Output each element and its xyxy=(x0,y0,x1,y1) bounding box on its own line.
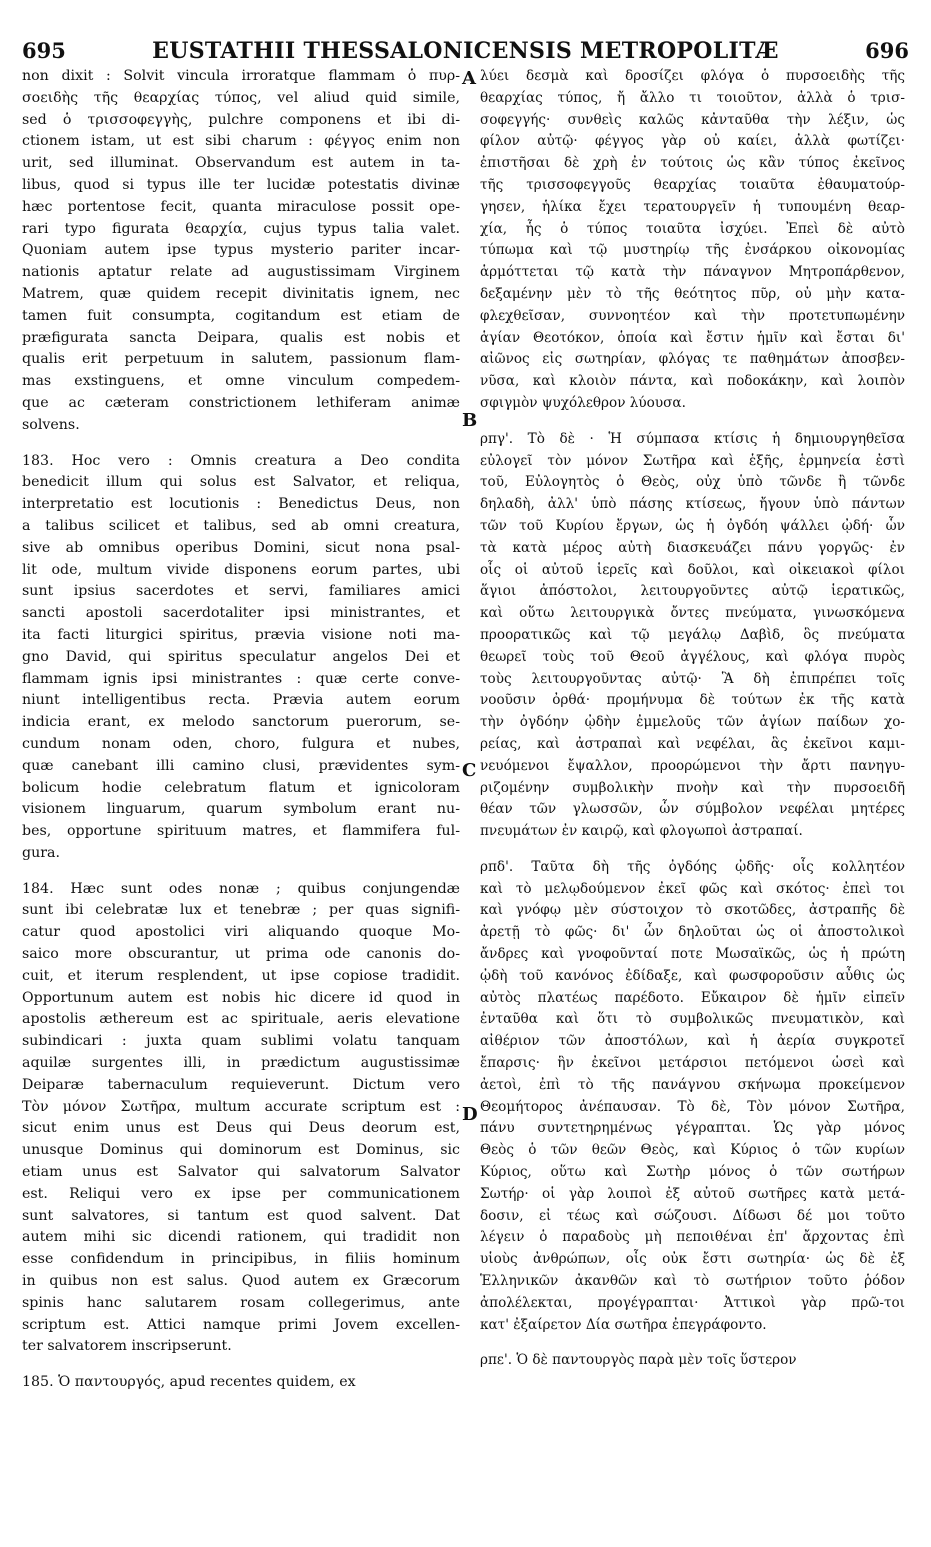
text-line: χία, ἧς ὁ τύπος τοιαῦτα ἰσχύει. Ἐπεὶ δὲ αὐτὸ xyxy=(480,220,905,237)
greek-paragraph xyxy=(480,429,905,843)
text-line: sunt salvatores, si tantum est quod salvent. Dat xyxy=(22,1207,460,1224)
text-line: nationis aptatur relate ad augustissimam Virginem xyxy=(22,264,460,281)
text-line: Σωτήρ· οἱ γὰρ λοιποὶ ἐξ αὐτοῦ σωτῆρες κατὰ μετά- xyxy=(480,1185,905,1202)
text-line: Θεὸς ὁ τῶν θεῶν Θεὸς, καὶ Κύριος ὁ τῶν κυρίων xyxy=(480,1142,905,1159)
text-line: δεξαμένην μὲν τὸ τῆς θεότητος πῦρ, οὐ μὴν κατα- xyxy=(480,285,905,302)
text-line: interpretatio est locutionis : Benedictus Deus, non xyxy=(22,496,460,513)
margin-marker-b: B xyxy=(462,410,478,431)
text-line: saico more obscurantur, ut prima ode canonis do- xyxy=(22,946,460,963)
text-line: κατ' ἐξαίρετον Δία σωτῆρα ἐπεγράφοντο. xyxy=(480,1316,767,1333)
text-line: ρείας, καὶ ἀστραπαὶ καὶ νεφέλαι, ἃς ἐκεῖνοι καμι- xyxy=(480,735,905,752)
left-page-number: 695 xyxy=(22,38,66,63)
text-line: spinis hanc salutarem rosam collegerimus, ante xyxy=(22,1294,460,1311)
paragraph-gap xyxy=(480,415,905,429)
text-line: ἁγίαν Θεοτόκον, ὁποία καὶ ἔστιν ἡμῖν καὶ ἔσται δι' xyxy=(480,329,905,346)
text-line: flammam ignis ipsi ministrantes : quæ certe conve- xyxy=(22,670,460,687)
text-line: Τὸν μόνον Σωτῆρα, multum accurate scriptum est : xyxy=(22,1098,460,1115)
text-line: libus, quod si typus ille ter lucidæ potestatis divinæ xyxy=(22,176,460,193)
text-line: λέγειν ὁ παραδοὺς μὴ πεποιθέναι ἐπ' ἄρχοντας ἐπὶ xyxy=(480,1229,905,1246)
text-line: niunt intelligentibus recta. Prævia autem eorum xyxy=(22,692,460,709)
text-line: ἀρετῇ τὸ φῶς· δι' ὧν δηλοῦται ὡς οἱ ἀποστολικοὶ xyxy=(480,924,905,941)
text-line: 183. Hoc vero : Omnis creatura a Deo condita xyxy=(22,452,460,469)
text-line: δοσιν, εἰ τέως καὶ σώζουσι. Δίδωσι δέ μοι τοῦτο xyxy=(480,1207,905,1224)
text-line: etiam unus est Salvator qui salvatorum Salvator xyxy=(22,1164,460,1181)
text-line: ter salvatorem inscripserunt. xyxy=(22,1338,232,1355)
text-line: ρπδ'. Ταῦτα δὴ τῆς ὀγδόης ᾠδῆς· οἷς κολλητέον xyxy=(480,858,905,875)
text-line: gno David, qui spiritus speculatur angelos Dei et xyxy=(22,648,460,665)
text-line: cundum nonam oden, choro, fulgura et nubes, xyxy=(22,735,460,752)
text-line: σφιγμὸν ψυχόλεθρον λύουσα. xyxy=(480,394,686,411)
latin-paragraph xyxy=(22,1372,460,1394)
margin-marker-d: D xyxy=(462,1104,478,1125)
text-line: θεωρεῖ τοὺς τοῦ Θεοῦ ἀγγέλους, καὶ φλόγα πυρὸς xyxy=(480,648,905,665)
text-line: λύει δεσμὰ καὶ δροσίζει φλόγα ὁ πυρσοειδὴς τῆς xyxy=(480,68,905,84)
text-line: Ἑλληνικῶν ἀκανθῶν καὶ τὸ σωτήριον τοῦτο ῥόδον xyxy=(480,1273,905,1290)
text-line: θέαν τῶν γλωσσῶν, ὧν σύμβολον νεφέλαι μητέρες xyxy=(480,801,905,818)
text-line: δηλαδὴ, ἀλλ' ὑπὸ πάσης κτίσεως, ἤγουν ὑπὸ πάντων xyxy=(480,496,905,513)
text-line: non dixit : Solvit vincula irroratque flammam ὁ πυρ- xyxy=(22,68,460,84)
text-line: qualis erit perpetuum in salutem, passionum flam- xyxy=(22,351,460,368)
text-line: σοειδὴς τῆς θεαρχίας τύπος, vel aliud quid simile, xyxy=(22,89,460,106)
text-line: Deiparæ tabernaculum requieverunt. Dictum vero xyxy=(22,1076,460,1093)
text-line: Κύριος, οὕτω καὶ Σωτὴρ μόνος ὁ τῶν σωτήρων xyxy=(480,1164,905,1181)
text-line: in quibus non est salus. Quod autem ex Græcorum xyxy=(22,1273,460,1290)
text-line: ρπε'. Ὁ δὲ παντουργὸς παρὰ μὲν τοῖς ὕστερον xyxy=(480,1352,797,1369)
text-line: ἀετοὶ, ἐπὶ τὸ τῆς πανάγνου σκήνωμα προκείμενον xyxy=(480,1076,905,1093)
text-line: 185. Ὁ παντουργός, apud recentes quidem, ex xyxy=(22,1374,356,1391)
right-page-number: 696 xyxy=(865,38,909,63)
text-line: solvens. xyxy=(22,416,80,433)
paragraph-gap xyxy=(22,865,460,879)
text-line: sunt ibi celebratæ lux et tenebræ ; per quas signifi- xyxy=(22,902,460,919)
greek-paragraph xyxy=(480,66,905,415)
text-line: αὐτὸς πλατέως παρέδοτο. Εὔκαιρον δὲ ἡμῖν εἰπεῖν xyxy=(480,989,905,1006)
text-line: θεαρχίας τύπος, ἤ ἄλλο τι τοιοῦτον, ἀλλὰ ὁ τρισ- xyxy=(480,89,905,106)
margin-marker-a: A xyxy=(462,68,476,89)
text-line: mas exstinguens, et omne vinculum compedem- xyxy=(22,373,460,390)
text-line: que ac cæteram constrictionem lethiferam animæ xyxy=(22,394,460,411)
text-line: ριζομένην συμβολικὴν πνοὴν καὶ τὴν πυρσοειδῆ xyxy=(480,779,905,796)
text-line: ἐνταῦθα καὶ ὅτι τὸ συμβολικῶς πνευματικὸν, καὶ xyxy=(480,1011,905,1028)
text-line: unusque Dominus qui dominorum est Dominus, sic xyxy=(22,1142,460,1159)
text-line: τὴν ὀγδόην ᾠδὴν ἐμμελοῦς τῶν ἁγίων παίδων χο- xyxy=(480,714,905,731)
text-line: tamen fuit consumpta, cogitandum est etiam de xyxy=(22,307,460,324)
text-line: est. Reliqui vero ex ipse per communicationem xyxy=(22,1185,460,1202)
text-line: υἱοὺς ἀνθρώπων, οἷς οὐκ ἔστι σωτηρία· ὡς δὲ ἐξ xyxy=(480,1251,905,1268)
text-line: ἔπαρσις· ἣν ἐκεῖνοι μετάρσιοι πετόμενοι ὡσεὶ καὶ xyxy=(480,1055,905,1072)
text-line: sed ὁ τρισσοφεγγὴς, pulchre componens et ibi di- xyxy=(22,111,460,128)
text-line: νευόμενοι ἔψαλλον, προορώμενοι τὴν ἄρτι πανηγυ- xyxy=(480,757,905,774)
text-line: præfigurata sancta Deipara, qualis est nobis et xyxy=(22,329,460,346)
text-line: τοὺς λειτουργοῦντας αὐτῷ· Ἃ δὴ ἐπιπρέπει τοῖς xyxy=(480,670,905,687)
text-line: σοφεγγής· συνθεὶς καλῶς κἀνταῦθα τὴν λέξιν, ὡς xyxy=(480,111,905,128)
text-line: sunt ipsius sacerdotes et servi, familiares amici xyxy=(22,583,460,600)
running-title: EUSTATHII THESSALONICENSIS METROPOLITÆ xyxy=(152,38,779,64)
text-line: καὶ οὕτω λειτουργικὰ ὄντες πνεύματα, γινωσκόμενα xyxy=(480,605,905,622)
text-line: indicia erant, ex melodo sanctorum puerorum, se- xyxy=(22,714,460,731)
text-line: visionem linguarum, quarum symbolum erant nu- xyxy=(22,801,460,818)
text-line: καὶ τὸ μελῳδούμενον ἐκεῖ φῶς καὶ σκότος· ἐπεὶ τοι xyxy=(480,880,905,897)
text-line: quæ canebant illi camino clusi, prævidentes sym- xyxy=(22,757,460,774)
greek-paragraph xyxy=(480,1350,905,1372)
text-line: αἰῶνος εἰς σωτηρίαν, φλόγας τε παθημάτων ἀποσβεν- xyxy=(480,351,905,368)
text-line: τῆς τρισσοφεγγοῦς θεαρχίας τοιαῦτα ἐθαυματούρ- xyxy=(480,176,905,193)
text-line: φίλον αὐτῷ· φέγγος γὰρ οὐ καίει, ἀλλὰ φωτίζει· xyxy=(480,133,905,150)
text-line: Θεομήτορος ἀνέπαυσαν. Τὸ δὲ, Τὸν μόνον Σωτῆρα, xyxy=(480,1098,905,1115)
text-line: προορατικῶς καὶ τῷ μεγάλῳ Δαβὶδ, ὃς πνεύματα xyxy=(480,626,905,643)
text-line: bes, opportune spirituum matres, et flammifera ful- xyxy=(22,823,460,840)
text-line: sicut enim unus est Deus qui Deus deorum est, xyxy=(22,1120,460,1137)
paragraph-gap xyxy=(480,1336,905,1350)
text-line: hæc portentose fecit, quanta miraculose possit ope- xyxy=(22,198,460,215)
text-line: a talibus scilicet et talibus, sed ab omni creatura, xyxy=(22,517,460,534)
text-line: Opportunum autem est nobis hic dicere id quod in xyxy=(22,989,460,1006)
text-line: Quoniam autem ipse typus mysterio pariter incar- xyxy=(22,242,460,259)
text-line: Matrem, quæ quidem recepit divinitatis ignem, nec xyxy=(22,285,460,302)
text-line: γησεν, ἡλίκα ἔχει τερατουργεῖν ἡ τυπουμένη θεαρ- xyxy=(480,198,905,215)
text-line: πνευμάτων ἐν καιρῷ, καὶ φλογωποὶ ἀστραπαί. xyxy=(480,823,803,840)
latin-paragraph xyxy=(22,879,460,1359)
text-line: ρπγ'. Τὸ δὲ · Ἡ σύμπασα κτίσις ἡ δημιουργηθεῖσα xyxy=(480,430,905,447)
text-line: subindicari : juxta quam sublimi volatu tanquam xyxy=(22,1033,460,1050)
text-line: 184. Hæc sunt odes nonæ ; quibus conjungendæ xyxy=(22,880,460,897)
text-line: αἰθέριον τῶν ἀποστόλων, καὶ ἡ ἀερία συγκροτεῖ xyxy=(480,1033,905,1050)
text-line: πάνυ συντετηρημένως γέγραπται. Ὡς γὰρ μόνος xyxy=(480,1120,905,1137)
text-line: νοοῦσιν ὀρθά· προμήνυμα δὲ τούτων ἐκ τῆς κατὰ xyxy=(480,692,905,709)
text-line: gura. xyxy=(22,844,60,861)
text-line: ctionem istam, ut est sibi charum : φέγγος enim non xyxy=(22,133,460,150)
paragraph-gap xyxy=(22,1358,460,1372)
text-line: τὰ κατὰ μέρος αὐτὴ διασκευάζει πάνυ γοργῶς· ἐν xyxy=(480,539,905,556)
text-line: τύπωμα καὶ τῷ μυστηρίῳ τῆς ἐνσάρκου οἰκονομίας xyxy=(480,242,905,259)
text-line: οἷς οἱ αὐτοῦ ἱερεῖς καὶ δοῦλοι, καὶ οἰκειακοὶ φίλοι xyxy=(480,561,905,578)
text-line: autem mihi sic dicendi rationem, qui tradidit non xyxy=(22,1229,460,1246)
text-line: ἐπιστῆσαι δὲ χρὴ ἐν τούτοις ὡς κἂν τύπος ἐκεῖνος xyxy=(480,155,905,172)
latin-column xyxy=(22,66,460,1394)
text-line: esse confidendum in principibus, in filiis hominum xyxy=(22,1251,460,1268)
text-line: sive ab omnibus operibus Domini, sicut nona psal- xyxy=(22,539,460,556)
text-line: ἄνδρες καὶ γνοφοῦνταί ποτε Μωσαϊκῶς, ὡς ἡ πρώτη xyxy=(480,946,905,963)
text-line: bolicum hodie celebratum flatum et ignicoloram xyxy=(22,779,460,796)
text-line: sancti apostoli sacerdotaliter ipsi ministrantes, et xyxy=(22,605,460,622)
text-line: apostolis æthereum est ac spirituale, aeris elevatione xyxy=(22,1011,460,1028)
text-line: ἁρμόττεται τῷ κατὰ τὴν πάναγνον Μητροπάρθενον, xyxy=(480,264,905,281)
text-line: καὶ γνόφῳ μὲν σύστοιχον τὸ σκοτῶδες, ἀστραπῆς δὲ xyxy=(480,902,905,919)
text-line: εὐλογεῖ τὸν μόνον Σωτῆρα καὶ ἑξῆς, ἑρμηνεία ἐστὶ xyxy=(480,452,905,469)
latin-paragraph xyxy=(22,451,460,865)
text-line: catur quod apostolici viri aliquando quoque Mo- xyxy=(22,924,460,941)
paragraph-gap xyxy=(480,843,905,857)
text-line: νῦσα, καὶ κλοιὸν πάντα, καὶ ποδοκάκην, καὶ λοιπὸν xyxy=(480,373,905,390)
text-line: scriptum est. Attici namque primi Jovem excellen- xyxy=(22,1316,460,1333)
text-line: ita facti liturgici spiritus, prævia visione noti ma- xyxy=(22,626,460,643)
greek-paragraph xyxy=(480,857,905,1337)
text-line: benedicit illum qui solus est Salvator, et reliqua, xyxy=(22,474,460,491)
text-line: lit ode, multum vivide disponens eorum partes, ubi xyxy=(22,561,460,578)
margin-marker-c: C xyxy=(462,760,477,781)
greek-column xyxy=(480,66,905,1372)
text-line: rari typo figurata θεαρχία, cujus typus talia valet. xyxy=(22,220,460,237)
text-line: ἀπολέλεκται, προγέγραπται· Ἀττικοὶ γὰρ πρῶ-τοι xyxy=(480,1294,905,1311)
text-line: ἅγιοι ἀπόστολοι, λειτουργοῦντες αὐτῷ ἱερατικῶς, xyxy=(480,583,905,600)
paragraph-gap xyxy=(22,437,460,451)
text-line: τοῦ, Εὐλογητὸς ὁ Θεὸς, οὐχ ὑπὸ τῶνδε ἢ τῶνδε xyxy=(480,474,905,491)
text-line: urit, sed illuminat. Observandum est autem in ta- xyxy=(22,155,460,172)
text-line: ᾠδὴ τοῦ κανόνος ἐδίδαξε, καὶ φωσφοροῦσιν αὖθις ὡς xyxy=(480,967,905,984)
text-line: φλεχθεῖσαν, συννοητέον καὶ τὴν προτετυπωμένην xyxy=(480,307,905,324)
text-line: τῶν τοῦ Κυρίου ἔργων, ὡς ἡ ὀγδόη ψάλλει ᾠδή· ὧν xyxy=(480,517,905,534)
latin-paragraph xyxy=(22,66,460,437)
text-line: aquilæ surgentes illi, in prædictum augustissimæ xyxy=(22,1055,460,1072)
text-line: cuit, et iterum resplendent, ut ipse copiose tradidit. xyxy=(22,967,460,984)
